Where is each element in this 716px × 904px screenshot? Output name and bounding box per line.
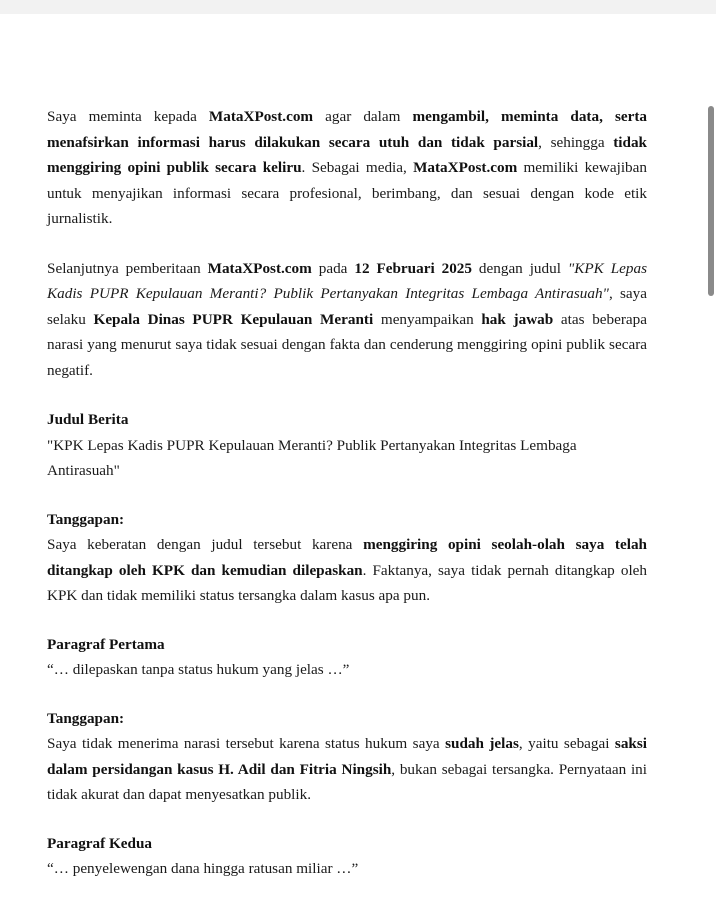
paragraph2-run-1: MataXPost.com xyxy=(207,259,312,277)
paragraph2-run-9: hak jawab xyxy=(481,310,554,328)
paragraph1-run-1: MataXPost.com xyxy=(208,108,314,125)
paragraf-kedua-quote: “… penyelewengan dana hingga ratusan miliar …” xyxy=(47,860,359,877)
intro-paragraph xyxy=(47,104,647,232)
paragraph1-run-3: mengambil, meminta data, serta menafsirkan informasi harus dilakukan secara utuh dan tidak parsial xyxy=(47,108,647,151)
tanggapan2_body-run-1: sudah jelas xyxy=(445,735,519,752)
tanggapan-body-2 xyxy=(47,731,647,808)
paragraf-pertama-quote: “… dilepaskan tanpa status hukum yang jelas …” xyxy=(47,661,350,678)
tanggapan-heading-2: Tanggapan: xyxy=(47,709,125,727)
tanggapan1_body-run-1: menggiring opini seolah-olah saya telah ditangkap oleh KPK dan kemudian dilepaskan xyxy=(47,536,647,579)
top-status-bar xyxy=(0,0,716,14)
document-body xyxy=(47,104,647,882)
tanggapan-heading-1: Tanggapan: xyxy=(47,510,125,528)
tanggapan2_body-run-0: Saya tidak menerima narasi tersebut karena status hukum saya xyxy=(47,735,446,752)
paragraph2-run-10: atas beberapa narasi yang menurut saya tidak sesuai dengan fakta dan cenderung menggiring opini publik secara negatif. xyxy=(47,310,647,379)
scrollbar-thumb[interactable] xyxy=(708,106,714,296)
paragraph1-run-8: memiliki kewajiban untuk menyajikan informasi secara profesional, berimbang, dan sesuai dengan kode etik jurnalistik. xyxy=(47,159,647,227)
paragraph1-run-5: tidak menggiring opini publik secara keliru xyxy=(47,133,647,176)
paragraph1-run-0: Saya meminta kepada xyxy=(47,108,209,125)
paragraph2-run-4: dengan judul xyxy=(471,259,568,277)
judul-berita-heading: Judul Berita xyxy=(47,411,129,428)
paragraph2-run-3: 12 Februari 2025 xyxy=(354,259,472,277)
paragraph1-run-7: MataXPost.com xyxy=(413,159,518,176)
paragraph2-run-8: menyampaikan xyxy=(373,310,482,328)
paragraph1-run-6: . Sebagai media, xyxy=(301,159,414,176)
paragraph2-run-0: Selanjutnya pemberitaan xyxy=(47,259,208,277)
paragraf-kedua-heading: Paragraf Kedua xyxy=(47,834,153,852)
paragraf-pertama-heading: Paragraf Pertama xyxy=(47,635,165,653)
judul-berita-text: "KPK Lepas Kadis PUPR Kepulauan Meranti? Publik Pertanyakan Integritas Lembaga Antirasuah" xyxy=(47,436,577,479)
hak-jawab-paragraph xyxy=(47,256,647,384)
paragraph1-run-2: agar dalam xyxy=(313,108,413,125)
tanggapan2_body-run-2: , yaitu sebagai xyxy=(518,735,615,752)
paragraph2-run-5: "KPK Lepas Kadis PUPR Kepulauan Meranti? Publik Pertanyakan Integritas Lembaga Antirasuah" xyxy=(47,259,648,302)
tanggapan2_body-run-3: saksi dalam persidangan kasus H. Adil dan Fitria Ningsih xyxy=(47,735,648,778)
paragraph2-run-7: Kepala Dinas PUPR Kepulauan Meranti xyxy=(93,310,374,328)
tanggapan1_body-run-2: . Faktanya, saya tidak pernah ditangkap oleh KPK dan tidak memiliki status tersangka dalam kasus apa pun. xyxy=(47,561,647,604)
paragraph2-run-6: , saya selaku xyxy=(47,285,647,328)
paragraph2-run-2: pada xyxy=(311,259,355,277)
paragraph1-run-4: , sehingga xyxy=(538,133,614,151)
tanggapan2_body-run-4: , bukan sebagai tersangka. Pernyataan ini tidak akurat dan dapat menyesatkan publik. xyxy=(47,760,647,803)
tanggapan-body-1 xyxy=(47,532,647,609)
tanggapan1_body-run-0: Saya keberatan dengan judul tersebut karena xyxy=(47,536,364,553)
